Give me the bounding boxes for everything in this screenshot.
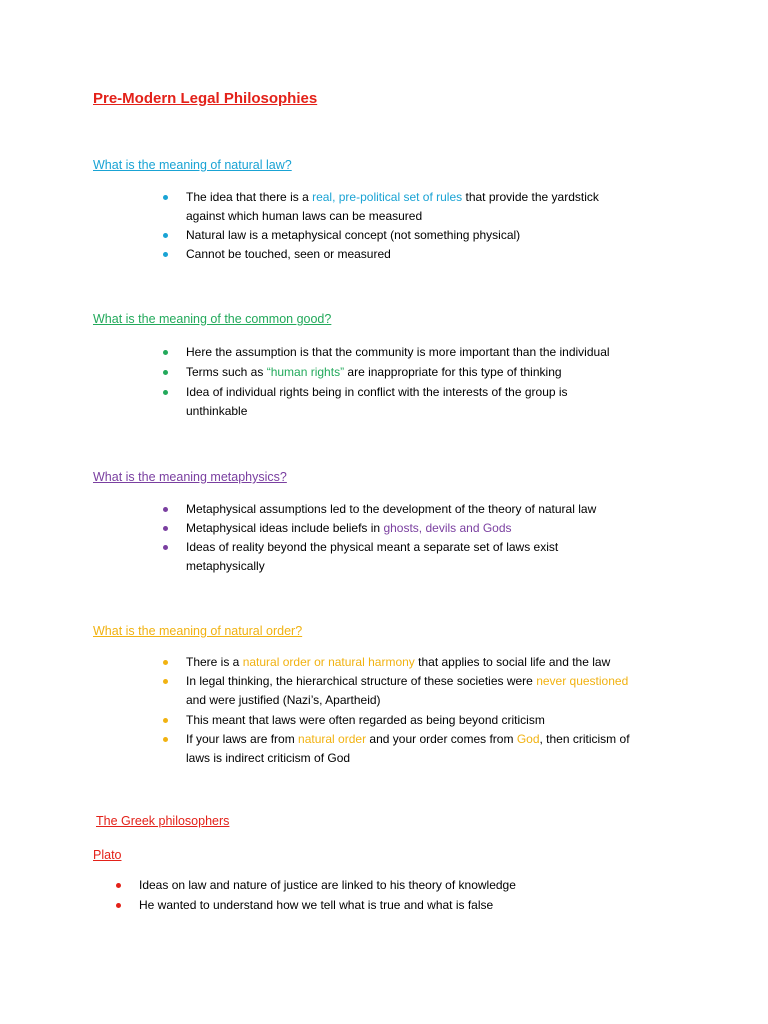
list-item: The idea that there is a real, pre-political set of rules that provide the yardstick <box>186 190 599 204</box>
list-item: Here the assumption is that the community is more important than the individual <box>186 345 610 359</box>
list-item: Idea of individual rights being in conflict with the interests of the group is <box>186 385 568 399</box>
bullet <box>163 195 168 200</box>
bullet <box>163 679 168 684</box>
list-item-continuation: metaphysically <box>186 559 265 573</box>
bullet <box>163 545 168 550</box>
list-item: This meant that laws were often regarded as being beyond criticism <box>186 713 545 727</box>
heading-metaphysics: What is the meaning metaphysics? <box>93 470 287 484</box>
bullet <box>163 737 168 742</box>
bullet <box>163 507 168 512</box>
list-item-continuation: unthinkable <box>186 404 248 418</box>
bullet <box>163 233 168 238</box>
bullet <box>116 903 121 908</box>
list-item: Cannot be touched, seen or measured <box>186 247 391 261</box>
list-item: Metaphysical ideas include beliefs in ghosts, devils and Gods <box>186 521 512 535</box>
heading-greek-philosophers: The Greek philosophers <box>96 814 230 828</box>
list-item: He wanted to understand how we tell what is true and what is false <box>139 898 494 912</box>
subheading-plato: Plato <box>93 848 122 862</box>
bullet <box>116 883 121 888</box>
bullet <box>163 526 168 531</box>
list-item: There is a natural order or natural harmony that applies to social life and the law <box>186 655 611 669</box>
list-item: Ideas on law and nature of justice are linked to his theory of knowledge <box>139 878 516 892</box>
document-title: Pre-Modern Legal Philosophies <box>93 90 318 107</box>
bullet <box>163 370 168 375</box>
bullet <box>163 390 168 395</box>
bullet <box>163 718 168 723</box>
bullet <box>163 252 168 257</box>
list-item-continuation: laws is indirect criticism of God <box>186 751 351 765</box>
list-item: If your laws are from natural order and your order comes from God, then criticism of <box>186 732 630 746</box>
bullet <box>163 660 168 665</box>
list-item: Ideas of reality beyond the physical meant a separate set of laws exist <box>186 540 559 554</box>
heading-common-good: What is the meaning of the common good? <box>93 312 332 326</box>
list-item: Natural law is a metaphysical concept (not something physical) <box>186 228 521 242</box>
list-item-continuation: against which human laws can be measured <box>186 209 423 223</box>
list-item-continuation: and were justified (Nazi’s, Apartheid) <box>186 693 381 707</box>
list-item: Metaphysical assumptions led to the development of the theory of natural law <box>186 502 597 516</box>
heading-natural-law: What is the meaning of natural law? <box>93 158 292 172</box>
bullet <box>163 350 168 355</box>
heading-natural-order: What is the meaning of natural order? <box>93 624 303 638</box>
list-item: In legal thinking, the hierarchical structure of these societies were never questioned <box>186 674 629 688</box>
list-item: Terms such as “human rights” are inappropriate for this type of thinking <box>186 365 562 379</box>
